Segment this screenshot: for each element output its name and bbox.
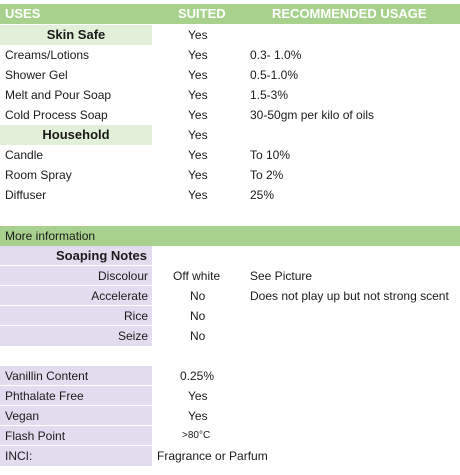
table-row [0,286,460,306]
row-note: See Picture [250,269,313,283]
section-title: Household [0,125,152,145]
section-soaping-notes [0,246,460,266]
table-row [0,266,460,286]
table-row [0,145,460,165]
header-suited: SUITED [178,6,226,21]
table-row [0,366,460,386]
row-label: Creams/Lotions [5,48,90,62]
section-suited: Yes [188,28,208,42]
row-label: Room Spray [5,168,72,182]
row-label: Seize [0,326,152,346]
row-label: Shower Gel [5,68,68,82]
row-suited: Yes [188,148,208,162]
row-label: Flash Point [0,426,152,446]
row-note: Does not play up but not strong scent [250,289,449,303]
row-value: Yes [188,409,208,423]
row-label: Accelerate [0,286,152,306]
more-information-bar [0,226,460,246]
header-uses: USES [5,6,41,21]
row-value: Fragrance or Parfum [157,449,268,463]
table-row [0,306,460,326]
header-recommended-usage: RECOMMENDED USAGE [272,6,427,21]
row-usage: 0.3- 1.0% [250,48,302,62]
table-row [0,105,460,125]
row-label: Melt and Pour Soap [5,88,112,102]
row-suited: Yes [188,108,208,122]
table-row [0,85,460,105]
row-suited: Yes [188,88,208,102]
table-row [0,45,460,65]
row-usage: 25% [250,188,275,202]
table-row [0,185,460,205]
row-suited: Yes [188,68,208,82]
row-label: Candle [5,148,44,162]
row-label: Phthalate Free [0,386,152,406]
table-row [0,65,460,85]
row-label: Vegan [0,406,152,426]
table-row [0,426,460,446]
table-row [0,386,460,406]
table-header [0,4,460,24]
row-label: Cold Process Soap [5,108,108,122]
table-row [0,326,460,346]
row-value: No [190,289,206,303]
row-suited: Yes [188,168,208,182]
row-label: Vanillin Content [0,366,152,386]
row-usage: To 2% [250,168,284,182]
section-title: Soaping Notes [0,246,152,266]
row-value: No [190,309,206,323]
row-value: >80°C [182,430,211,441]
row-usage: 0.5-1.0% [250,68,299,82]
section-title: Skin Safe [0,25,152,45]
row-usage: To 10% [250,148,291,162]
table-row [0,165,460,185]
section-skin-safe [0,25,460,45]
row-value: No [190,329,206,343]
row-label: Discolour [0,266,152,286]
more-information-label: More information [5,229,96,243]
section-suited: Yes [188,128,208,142]
table-row [0,406,460,426]
row-value: 0.25% [180,369,215,383]
table-row [0,446,460,466]
row-label: Diffuser [5,188,47,202]
row-value: Off white [173,269,221,283]
row-usage: 1.5-3% [250,88,289,102]
row-usage: 30-50gm per kilo of oils [250,108,375,122]
row-value: Yes [188,389,208,403]
row-label: INCI: [0,446,152,466]
row-suited: Yes [188,188,208,202]
section-household [0,125,460,145]
row-suited: Yes [188,48,208,62]
row-label: Rice [0,306,152,326]
